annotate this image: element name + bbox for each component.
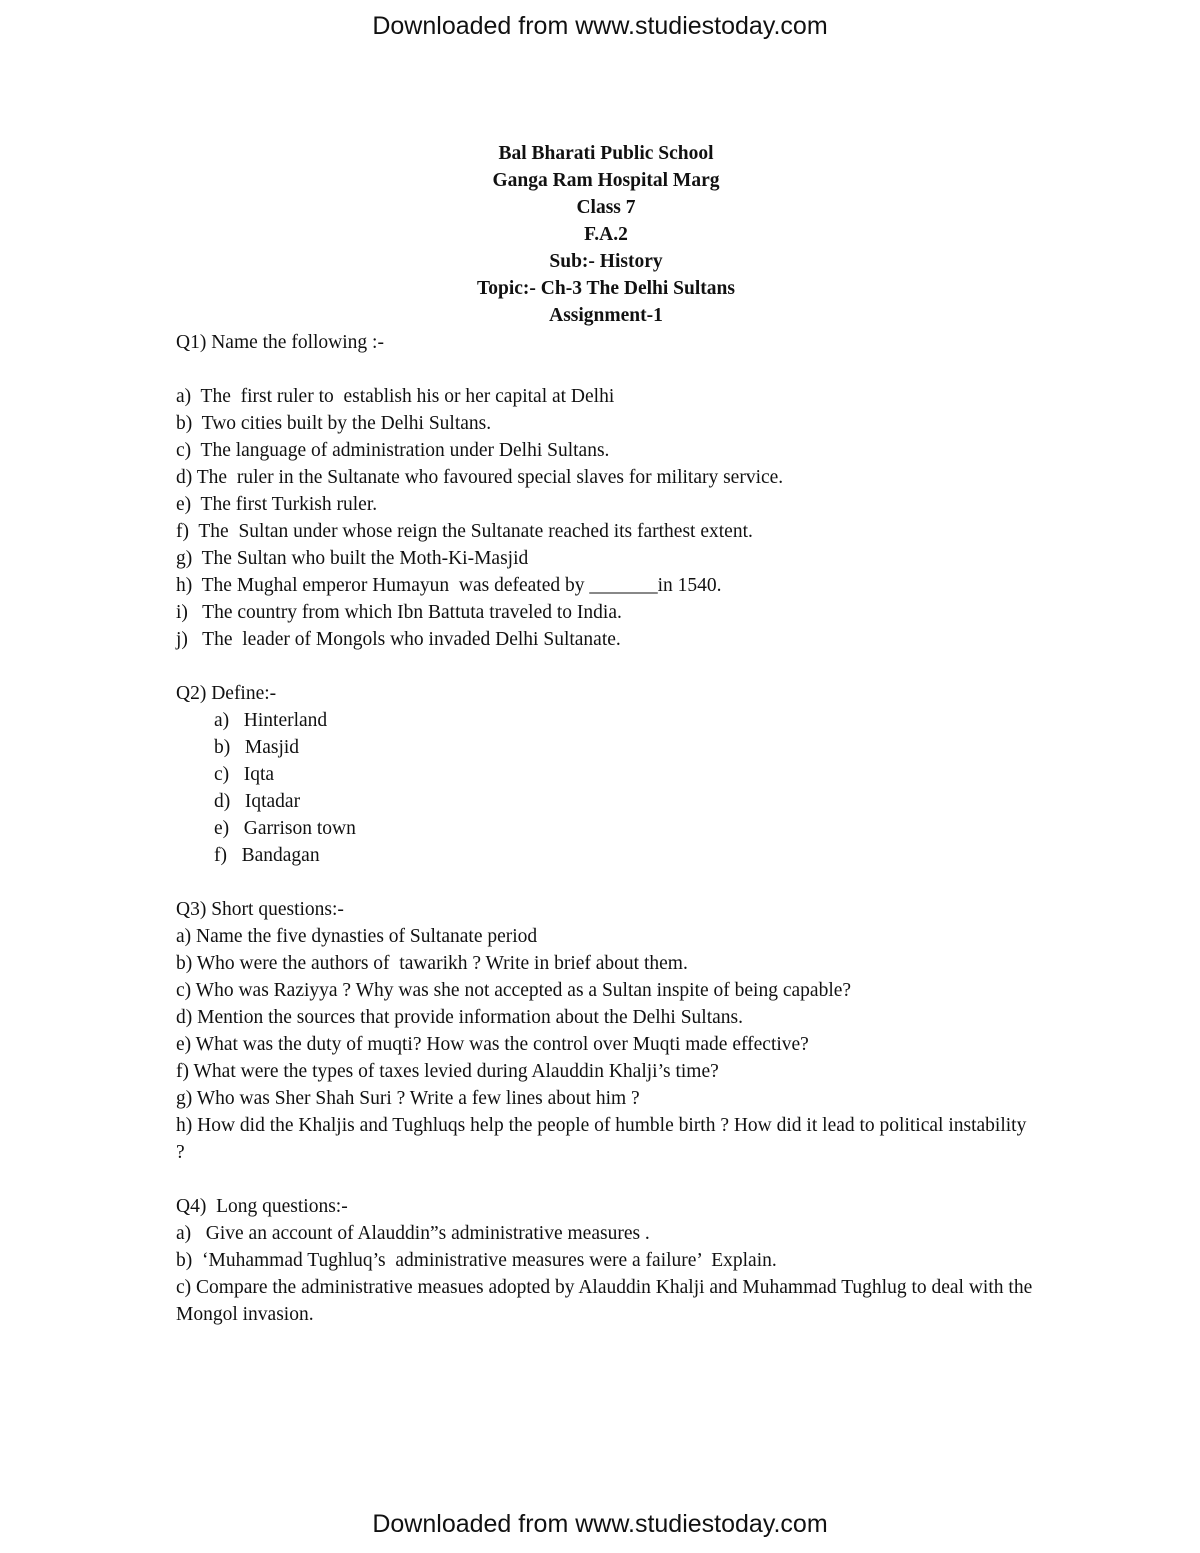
- question-3-item: f) What were the types of taxes levied during Alauddin Khalji’s time?: [176, 1061, 719, 1082]
- topic-label: Topic:- Ch-3 The Delhi Sultans: [477, 278, 735, 299]
- question-4-item: a) Give an account of Alauddin”s administrative measures .: [176, 1223, 650, 1244]
- question-4-item: b) ‘Muhammad Tughluq’s administrative measures were a failure’ Explain.: [176, 1250, 777, 1271]
- question-1-section: [176, 329, 1036, 653]
- assessment-label: F.A.2: [584, 224, 628, 245]
- school-address: Ganga Ram Hospital Marg: [492, 170, 720, 191]
- question-1-item: f) The Sultan under whose reign the Sultanate reached its farthest extent.: [176, 521, 753, 542]
- question-3-title: Q3) Short questions:-: [176, 899, 344, 920]
- assignment-document: [176, 140, 1036, 1328]
- question-2-item: a) Hinterland: [214, 710, 328, 731]
- question-3-item: g) Who was Sher Shah Suri ? Write a few lines about him ?: [176, 1088, 640, 1109]
- question-4-section: [176, 1193, 1036, 1328]
- question-2-item: f) Bandagan: [214, 845, 320, 866]
- question-1-item: c) The language of administration under Delhi Sultans.: [176, 440, 610, 461]
- question-4-item: c) Compare the administrative measues adopted by Alauddin Khalji and Muhammad Tughlug to deal with the Mongol invasion.: [176, 1277, 1033, 1325]
- assignment-label: Assignment-1: [549, 305, 663, 326]
- question-2-item: d) Iqtadar: [214, 791, 301, 812]
- school-name: Bal Bharati Public School: [498, 143, 714, 164]
- question-1-item: i) The country from which Ibn Battuta traveled to India.: [176, 602, 622, 623]
- download-banner-bottom: Downloaded from www.studiestoday.com: [372, 1510, 828, 1538]
- question-3-item: a) Name the five dynasties of Sultanate period: [176, 926, 538, 947]
- question-4-title: Q4) Long questions:-: [176, 1196, 348, 1217]
- question-2-item: e) Garrison town: [214, 818, 356, 839]
- question-3-item: d) Mention the sources that provide information about the Delhi Sultans.: [176, 1007, 744, 1028]
- question-3-item: e) What was the duty of muqti? How was the control over Muqti made effective?: [176, 1034, 809, 1055]
- question-1-item: g) The Sultan who built the Moth-Ki-Masjid: [176, 548, 529, 569]
- question-1-item: h) The Mughal emperor Humayun was defeated by _______in 1540.: [176, 575, 722, 596]
- question-2-section: [176, 680, 1036, 869]
- question-3-item: h) How did the Khaljis and Tughluqs help the people of humble birth ? How did it lead to political instability ?: [176, 1115, 1027, 1163]
- question-3-section: [176, 896, 1036, 1166]
- question-2-item: b) Masjid: [214, 737, 300, 758]
- question-1-item: j) The leader of Mongols who invaded Delhi Sultanate.: [176, 629, 621, 650]
- download-banner-top: Downloaded from www.studiestoday.com: [372, 12, 828, 40]
- question-1-item: b) Two cities built by the Delhi Sultans.: [176, 413, 492, 434]
- subject-label: Sub:- History: [549, 251, 663, 272]
- question-2-title: Q2) Define:-: [176, 683, 277, 704]
- question-2-item: c) Iqta: [214, 764, 275, 785]
- question-1-item: e) The first Turkish ruler.: [176, 494, 378, 515]
- question-1-item: a) The first ruler to establish his or her capital at Delhi: [176, 386, 615, 407]
- class-label: Class 7: [576, 197, 636, 218]
- document-header: [176, 140, 1036, 329]
- question-3-item: c) Who was Raziyya ? Why was she not accepted as a Sultan inspite of being capable?: [176, 980, 852, 1001]
- question-1-title: Q1) Name the following :-: [176, 332, 384, 353]
- question-3-item: b) Who were the authors of tawarikh ? Write in brief about them.: [176, 953, 688, 974]
- question-1-item: d) The ruler in the Sultanate who favoured special slaves for military service.: [176, 467, 784, 488]
